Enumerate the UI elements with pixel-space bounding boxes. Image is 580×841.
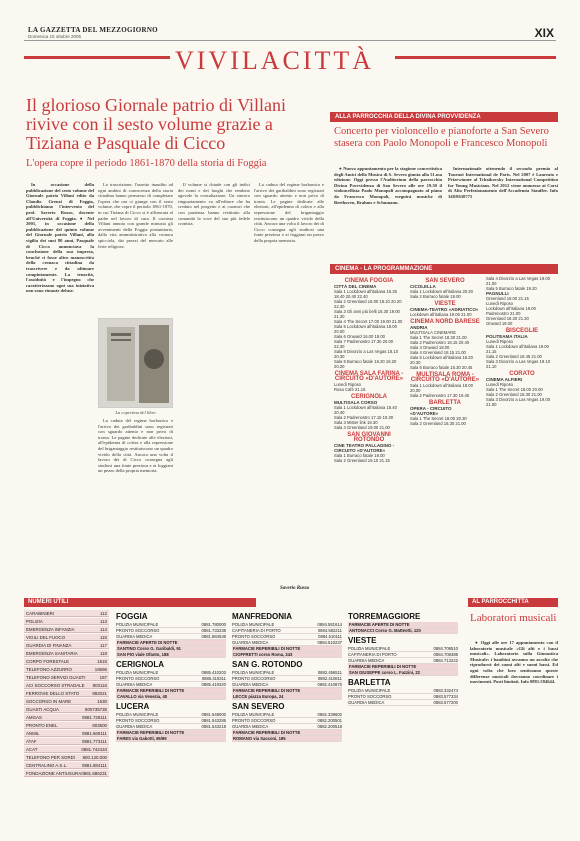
- city-line-label: CAPITANERIA DI PORTO: [232, 628, 281, 633]
- numeri-utili-label: ATAF: [26, 739, 37, 744]
- city-line-number: 0884.581614: [317, 622, 342, 627]
- city-line: [116, 694, 226, 700]
- numeri-utili-row: [24, 650, 109, 657]
- cinema-venue-sub: CINEMA ALFIERI: [486, 377, 523, 382]
- city-line-label: PRONTO SOCCORSO: [232, 718, 276, 723]
- city-line-number: 0881.780000: [201, 622, 226, 627]
- cinema-showtime: Sala 9 Burraco fatale 16.20 18.20 20.20: [334, 359, 397, 369]
- city-line-number: 0884.510237: [317, 640, 342, 645]
- numeri-utili-row: [24, 626, 109, 633]
- cinema-showtime: Sala 6 Burraco fatale 18.30 20.45: [410, 365, 473, 370]
- cinema-showtime: Sala 6 Onward 16.00 18.00: [334, 334, 385, 339]
- cinema-venue-title: VIESTE: [434, 301, 456, 307]
- cinema-venue-title: CORATO: [509, 371, 535, 377]
- city-line-label: PRONTO SOCCORSO: [348, 694, 392, 699]
- city-line-label: SANTINO Corso G. Garibaldi, 91: [117, 646, 181, 651]
- cinema-venue-sub: OPERA - CIRCUITO «D'AUTORE»: [410, 406, 452, 416]
- numeri-utili-label: TELEFONO SERVIZI GUASTI: [26, 675, 86, 680]
- city-line-number: 0883.332474: [433, 688, 458, 693]
- numeri-utili-number: 114: [100, 627, 107, 632]
- numeri-utili-label: GUARDIA DI FINANZA: [26, 643, 72, 648]
- numeri-utili-row: [24, 722, 109, 729]
- cinema-showtime: Lockdown all'italiana 19.00 21.00: [410, 312, 472, 317]
- city-line-number: 0883.577200: [433, 700, 458, 705]
- numeri-utili-number: 19696: [94, 667, 107, 672]
- cinema-venue-sub: MULTISALA CORSO: [334, 400, 378, 405]
- cinema-showtime: Sala 2 Greenland 19.10 21.15: [334, 458, 390, 463]
- numeri-utili-label: POLIZIA: [26, 619, 43, 624]
- numeri-utili-row: [24, 642, 109, 649]
- cinema-showtime: Sala 3 Mister link 18.30: [334, 420, 378, 425]
- page-number: XIX: [534, 26, 554, 40]
- city-line-label: PRONTO SOCCORSO: [232, 676, 276, 681]
- city-column-3: [348, 610, 458, 706]
- numeri-utili-row: [24, 730, 109, 737]
- numeri-utili-row: [24, 738, 109, 745]
- numeri-utili-row: [24, 706, 109, 713]
- cinema-bar: CINEMA - LA PROGRAMMAZIONE: [330, 264, 558, 274]
- cinema-showtime: Sala 4 Divorzio a Las Vegas 19.00 21.00: [486, 276, 551, 286]
- city-line-number: 0884.708510: [433, 646, 458, 651]
- city-name: SAN SEVERO: [232, 702, 285, 711]
- city-line-number: 0884.582211: [317, 628, 342, 633]
- numeri-utili-row: [24, 698, 109, 705]
- city-line-label: FARMACIE REPERIBILI DI NOTTE: [349, 664, 417, 669]
- numeri-utili-number: 892021: [92, 691, 107, 696]
- city-name: FOGGIA: [116, 612, 148, 621]
- numeri-utili-label: CARABINIERI: [26, 611, 55, 616]
- numeri-utili-label: GUASTI ACQUA: [26, 707, 59, 712]
- cinema-venue-title: CINEMA FOGGIA: [344, 278, 394, 284]
- numeri-utili-number: 112: [100, 611, 107, 616]
- numeri-utili-row: [24, 746, 109, 753]
- city-line-label: GUARDIA MEDICA: [232, 640, 269, 645]
- cinema-showtime: Sala 3 Gli anni più belli 16.30 19.00 21.30: [334, 309, 400, 319]
- city-name: BARLETTA: [348, 678, 391, 687]
- cinema-showtime: Lunedì Riposo: [486, 382, 514, 387]
- numeri-utili-number: 113: [100, 619, 107, 624]
- cinema-venue-title: BISCEGLIE: [505, 328, 539, 334]
- cinema-showtime: Sala 2 Greenland 16.00 18.10 20.20 22.30: [334, 299, 402, 309]
- numeri-utili-number: 118: [100, 651, 107, 656]
- numeri-utili-label: ACI SOCCORSO STRADALE: [26, 683, 85, 688]
- cinema-column-1: [334, 276, 404, 592]
- city-name: MANFREDONIA: [232, 612, 292, 621]
- cinema-showtime: Sala 8 Divorzio a Las Vegas 18.10 20.30: [334, 349, 399, 359]
- city-line-number: 0881.884538: [201, 634, 226, 639]
- city-line-label: CIOFFRETTI corso Roma, 243: [233, 652, 293, 657]
- city-line-label: POLIZIA MUNICIPALE: [116, 712, 159, 717]
- cinema-showtime: Sala 3 Onward 18.00: [410, 345, 450, 350]
- section-line-left: [24, 56, 170, 59]
- masthead-date: Domenica 15 ottobre 2006: [28, 34, 82, 39]
- numeri-utili-number: 115: [100, 635, 107, 640]
- city-line-label: CAVALLO via Venezia, 40: [117, 694, 168, 699]
- cinema-showtime: Sala 2 Greenland 18.30 21.00: [486, 392, 542, 397]
- author-signature: Saverio Russo: [280, 586, 310, 591]
- laboratori-title: Laboratori musicali: [470, 612, 557, 624]
- numeri-utili-number: 803500: [92, 723, 107, 728]
- city-line-label: PRONTO SOCCORSO: [232, 634, 276, 639]
- cinema-showtime: Sala 3 Divorzio a Las Vegas 19.00 21.00: [486, 397, 551, 407]
- city-line-label: ROMANO via Sacconi, 195: [233, 736, 286, 741]
- cinema-showtime: Lunedì Riposo: [334, 382, 362, 387]
- numeri-utili-number: 187: [99, 675, 107, 680]
- numeri-utili-number: 800.120.000: [82, 755, 107, 760]
- city-line: [348, 700, 458, 706]
- city-line: [116, 736, 226, 742]
- numeri-utili-label: FERROVIE DELLO STATO: [26, 691, 80, 696]
- city-line-label: POLIZIA MUNICIPALE: [232, 622, 275, 627]
- city-line-number: 0881.543218: [201, 724, 226, 729]
- cinema-showtime: Sala 1 The Secret 18.30 21.00: [410, 335, 467, 340]
- city-line: [232, 652, 342, 658]
- cinema-showtime: Sala 2 Greenland 18.30 21.00: [410, 421, 466, 426]
- cinema-showtime: Sala 4 Greenland 18.15 21.00: [410, 350, 466, 355]
- numeri-utili-label: EMERGENZA INFANZIA: [26, 627, 75, 632]
- main-column-3: Il volume si chiude con gli indici dei nomi e dei luoghi che rendono agevole la consultazione. Un sincero ringraziamento va all'editore che ha creduto nel progetto e ai curatori che con pazienza hanno restituito alla comunità la voce del suo più fedele cronista.: [178, 182, 250, 227]
- city-line-label: POLIZIA MUNICIPALE: [116, 670, 159, 675]
- city-line-label: FARMACIE APERTE DI NOTTE: [349, 622, 410, 627]
- numeri-utili-label: ACAT: [26, 747, 38, 752]
- numeri-utili-label: PRONTO ENEL: [26, 723, 58, 728]
- city-name: VIESTE: [348, 636, 377, 645]
- cinema-showtime: Sala 2 Greenland 18.45 21.00: [486, 354, 542, 359]
- cinema-showtime: Padrenostro 21.00: [486, 311, 521, 316]
- cinema-showtime: Sala 5 Lockdown all'italiana 18.20 20.30: [410, 355, 473, 365]
- numeri-utili-row: [24, 754, 109, 761]
- city-line-label: FARMACIE REPERIBILI DI NOTTE: [117, 688, 185, 693]
- city-name: CERIGNOLA: [116, 660, 164, 669]
- numeri-utili-row: [24, 634, 109, 641]
- right-article-col1: ● Nuovo appuntamento per la stagione concertistica degli Amici della Musica di S. Severo giunta alla 51.ma edizione. Oggi presso l'Auditorium della parrocchia Divina Provvidenza di San Severo alle ore 19.30 il violoncellista Paolo Monopoli accompagnato al piano da Francesco Monopoli, eseguirà musiche di Beethoven, Brahms e Schumann.: [334, 166, 442, 205]
- cinema-showtime: Lunedì Riposo: [486, 339, 514, 344]
- cinema-showtime: Sala 4 Greenland 19.00 21.00: [334, 425, 390, 430]
- cinema-venue-sub: CICOLELLA: [410, 284, 436, 289]
- city-line-label: SAN GIUSEPPE corso L. Fazzini, 22: [349, 670, 420, 675]
- numeri-utili-table: [24, 610, 109, 778]
- cinema-showtime: Greenland 18.30 21.30: [486, 316, 529, 321]
- cinema-showtime: Sala 1 The Secret 18.00 20.00: [486, 387, 543, 392]
- main-column-2: La trascrizione, l'assetto inaudito ad ogni ambito di conoscenza della storia cittadina hanno permesso di completare l'opera che ora ci giunge con il sesto volume, che copre il periodo 1861-1870, in cui Tiziana di Cicco si è affiancata al padre nel lavoro di cura. Il cronista Villani annota con grande minuzia gli avvenimenti della Foggia postunitaria, dalla vita amministrativa alla cronaca spicciola, dai prezzi del mercato alle feste religiose.: [98, 182, 173, 249]
- city-line-label: POLIZIA MUNICIPALE: [348, 688, 391, 693]
- city-line: [348, 670, 458, 676]
- city-line: [232, 736, 342, 742]
- numeri-utili-number: 117: [100, 643, 107, 648]
- city-line-label: CAPITANERIA DI PORTO: [348, 652, 397, 657]
- numeri-utili-label: VIGILI DEL FUOCO: [26, 635, 66, 640]
- cinema-showtime: MULTISALA CINEMARE: [410, 330, 456, 335]
- cinema-showtime: Sala 3 Divorzio a Las Vegas 19.10 21.10: [486, 359, 551, 369]
- city-line-number: 0885.419311: [201, 676, 226, 681]
- numeri-utili-row: [24, 690, 109, 697]
- city-line-number: 0884.713222: [433, 658, 458, 663]
- section-title: VIVILACITTÀ: [175, 46, 375, 75]
- cinema-venue-sub: CINE TEATRO PALLADINO - CIRCUITO «D'AUTORE»: [334, 443, 395, 453]
- numeri-utili-bar: NUMERI UTILI: [24, 598, 256, 607]
- city-line-number: 0882.456511: [317, 670, 342, 675]
- numeri-utili-row: [24, 666, 109, 673]
- numeri-utili-label: CENTRALINO A.S.L.: [26, 763, 68, 768]
- right-article-col2: Internazionale ottenendo il secondo premio al Tournoi International de Paris. Nel 2007 è Laureato e Prizewinner al Tchaikovsky International Competition for Young Musicians. Nel 2012 viene ammesso ai Corsi di Alto Perfezionamento dell'Accademia Stauffer. Info 348/8638775: [448, 166, 558, 199]
- numeri-utili-row: [24, 658, 109, 665]
- cinema-venue-sub: POLITEAMA ITALIA: [486, 334, 528, 339]
- cinema-venue-sub: CITTÀ DEL CINEMA: [334, 284, 377, 289]
- laboratori-bar: AL PARROCCHITTA: [468, 598, 558, 607]
- cinema-showtime: Lockdown all'italiana 19.00: [486, 306, 536, 311]
- city-line-label: PRONTO SOCCORSO: [116, 628, 160, 633]
- main-deck: L'opera copre il periodo 1861-1870 della storia di Foggia: [26, 158, 267, 169]
- city-line-label: PRONTO SOCCORSO: [116, 676, 160, 681]
- cinema-venue-sub: PAGNULLI: [486, 291, 509, 296]
- header-rule: [24, 40, 556, 41]
- city-name: LUCERA: [116, 702, 150, 711]
- cinema-venue-title: CINEMA SALA FARINA - CIRCUITO «D'AUTORE»: [334, 371, 404, 382]
- cinema-showtime: Sala 1 Lockdown all'italiana 18.00 20.00: [410, 383, 473, 393]
- city-line-label: GUARDIA MEDICA: [116, 682, 153, 687]
- cinema-showtime: Rosa Cafè 21.15: [334, 387, 366, 392]
- city-line-label: GUARDIA MEDICA: [116, 634, 153, 639]
- cinema-showtime: Sala 5 Burraco fatale 19.20: [486, 286, 537, 291]
- city-line-number: 0885.419320: [201, 682, 226, 687]
- city-line-label: SAN PIO viale Ofanto, 188: [117, 652, 169, 657]
- city-line-label: FARMACIE REPERIBILI DI NOTTE: [233, 730, 301, 735]
- city-name: TORREMAGGIORE: [348, 612, 421, 621]
- numeri-utili-number: 0881.728111: [82, 715, 107, 720]
- city-line-label: GUARDIA MEDICA: [232, 724, 269, 729]
- city-line-number: 0883.577334: [433, 694, 458, 699]
- city-line-label: GUARDIA MEDICA: [116, 724, 153, 729]
- city-line-number: 0881.548000: [201, 712, 226, 717]
- city-line-label: FARES via Gabotti, 95/99: [117, 736, 167, 741]
- cinema-venue-title: CINEMA NORD BARESE: [410, 319, 480, 325]
- cinema-showtime: Sala 1 Lockdown all'italiana 19.00 21.15: [486, 344, 549, 354]
- cinema-showtime: Sala 1 Burraco fatale 19.00: [334, 453, 385, 458]
- city-line-label: GUARDIA MEDICA: [232, 682, 269, 687]
- section-line-right: [395, 56, 556, 59]
- city-line-label: GUARDIA MEDICA: [348, 700, 385, 705]
- cinema-column-2: [410, 276, 480, 592]
- city-line-number: 0882.339602: [317, 712, 342, 717]
- numeri-utili-row: [24, 618, 109, 625]
- numeri-utili-label: SOCCORSO IN MARE: [26, 699, 72, 704]
- photo-caption: La copertina del libro: [115, 410, 156, 415]
- cinema-venue-title: BARLETTA: [429, 400, 461, 406]
- masthead: LA GAZZETTA DEL MEZZOGIORNO: [28, 26, 158, 34]
- book-cover-photo: [98, 318, 173, 408]
- city-line-label: POLIZIA MUNICIPALE: [116, 622, 159, 627]
- city-line-number: 0882.200518: [317, 724, 342, 729]
- city-line: [232, 694, 342, 700]
- cinema-showtime: Sala 2 Padrenostro 17.30 19.40: [410, 393, 470, 398]
- city-line-number: 0885.410203: [201, 670, 226, 675]
- city-name: SAN G. ROTONDO: [232, 660, 303, 669]
- numeri-utili-number: 0881.773111: [82, 739, 107, 744]
- cinema-venue-title: MULTISALA ROMA - CIRCUITO «D'AUTORE»: [410, 372, 480, 383]
- numeri-utili-label: ANMIL: [26, 731, 40, 736]
- main-column-2b: La caduta del regime borbonico e l'arrivo dei garibaldini sono registrati con sguardo attento e non privo di ironia. Le pagine dedicate alle elezioni, all'epidemia di colera e alla repressione del brigantaggio restituiscono un quadro vivido della città. Ancora una volta il lavoro dei di Cicco consegna agli studiosi una fonte preziosa e ai foggiani un pezzo della propria memoria.: [98, 418, 173, 474]
- numeri-utili-label: TELEFONO AZZURRO: [26, 667, 72, 672]
- city-line-label: FARMACIE REPERIBILI DI NOTTE: [233, 646, 301, 651]
- city-line-label: ANTONACCI Corso G. Matteotti, 120: [349, 628, 421, 633]
- city-line-number: 0881.543285: [201, 718, 226, 723]
- cinema-showtime: Lunedì Riposo: [486, 301, 514, 306]
- cinema-venue-sub: ANDRIA: [410, 325, 428, 330]
- cinema-showtime: Sala 1 Lockdown all'italiana 18.40 20.40: [334, 405, 397, 415]
- city-line-label: LECCE piazza Europa, 24: [233, 694, 284, 699]
- numeri-utili-label: CORPO FORESTALE: [26, 659, 70, 664]
- cinema-showtime: Sala 1 The Secret 18.00 20.30: [410, 416, 467, 421]
- numeri-utili-number: 1515: [97, 659, 107, 664]
- city-line-number: 0882.200501: [317, 718, 342, 723]
- city-line-label: PRONTO SOCCORSO: [116, 718, 160, 723]
- numeri-utili-row: [24, 610, 109, 617]
- main-column-4: La caduta del regime borbonico e l'arrivo dei garibaldini sono registrati con sguardo attento e non privo di ironia. Le pagine dedicate alle elezioni, all'epidemia di colera e alla repressione del brigantaggio restituiscono un quadro vivido della città. Ancora una volta il lavoro dei di Cicco consegna agli studiosi una fonte preziosa e ai foggiani un pezzo della propria memoria.: [254, 182, 324, 243]
- city-line-number: 0881.733238: [201, 628, 226, 633]
- city-line-number: 0884.510111: [318, 634, 342, 639]
- numeri-utili-number: 0881.742434: [81, 747, 107, 752]
- numeri-utili-number: 803116: [92, 683, 107, 688]
- numeri-utili-label: AMGAS: [26, 715, 42, 720]
- city-line: [348, 628, 458, 634]
- cinema-venue-sub: CINEMA-TEATRO «ADRIATICO»: [410, 307, 479, 312]
- numeri-utili-number: 800735735: [85, 707, 107, 712]
- cinema-venue-title: SAN SEVERO: [425, 278, 465, 284]
- numeri-utili-row: [24, 762, 109, 769]
- city-line: [116, 652, 226, 658]
- cinema-showtime: Onward 19.00: [486, 321, 513, 326]
- numeri-utili-number: 0881.686231: [81, 771, 107, 776]
- numeri-utili-row: [24, 682, 109, 689]
- right-article-headline: Concerto per violoncello e pianoforte a San Severo stasera con Paolo Monopoli e Francesco Monopoli: [334, 126, 549, 149]
- city-line-label: POLIZIA MUNICIPALE: [232, 670, 275, 675]
- main-headline: Il glorioso Giornale patrio di Villani rivive con il sesto volume grazie a Tiziana e Pasquale di Cicco: [26, 95, 287, 153]
- numeri-utili-row: [24, 714, 109, 721]
- cinema-showtime: Sala 4 The Secret 17.00 19.00 21.00: [334, 319, 403, 324]
- cinema-column-3: [486, 276, 558, 592]
- city-column-2: [232, 610, 342, 742]
- city-column-1: [116, 610, 226, 742]
- city-line-label: POLIZIA MUNICIPALE: [232, 712, 275, 717]
- city-line-number: 0882.410811: [317, 676, 342, 681]
- numeri-utili-label: EMERGENZA SANITARIA: [26, 651, 78, 656]
- city-line-label: FARMACIE REPERIBILI DI NOTTE: [233, 688, 301, 693]
- city-line-label: GUARDIA MEDICA: [348, 658, 385, 663]
- city-line-number: 0884.708388: [433, 652, 458, 657]
- city-line-number: 0882.410870: [317, 682, 342, 687]
- cinema-showtime: Sala 1 Lockdown all'italiana 16.35 18.40 20.40 22.40: [334, 289, 397, 299]
- cinema-venue-title: SAN GIOVANNI ROTONDO: [347, 432, 391, 443]
- cinema-showtime: Sala 1 Lockdown all'italiana 20.30: [410, 289, 473, 294]
- cinema-showtime: Sala 2 Padrenostro 18.15 20.40: [410, 340, 470, 345]
- city-line-label: POLIZIA MUNICIPALE: [348, 646, 391, 651]
- laboratori-body: ● Oggi alle ore 17 appuntamento con il laboratorio musicale «Gli alti e i bassi musicali». Laboratorio sulla Ginnastica Musicale: i bambini avranno un ascolto che riprodurrà dei suoni alti e suoni bassi. Ed ogni volta che loro sentiranno queste differenze musicali dovranno coordinare i movimenti. Posti limitati. Info 0881.584644.: [470, 640, 558, 685]
- numeri-utili-label: TELEFONO PER SORDI: [26, 755, 76, 760]
- numeri-utili-row: [24, 674, 109, 681]
- numeri-utili-number: 1530: [97, 699, 107, 704]
- numeri-utili-number: 0881.884111: [82, 763, 107, 768]
- numeri-utili-number: 0881.669111: [82, 731, 107, 736]
- cinema-showtime: Sala 5 Lockdown all'italiana 18.00 20.00: [334, 324, 397, 334]
- city-line-label: FARMACIE REPERIBILI DI NOTTE: [117, 730, 185, 735]
- city-line-label: FARMACIE APERTE DI NOTTE: [117, 640, 178, 645]
- cinema-showtime: Sala 7 Padrenostro 17.30 20.00 22.30: [334, 339, 394, 349]
- cinema-showtime: Sala 2 Padrenostro 17.15 19.30: [334, 415, 394, 420]
- main-column-1: In occasione della pubblicazione del sesto volume del Giornale patrio Villani edito da Claudio Grenzi di Foggia, pubblichiamo l'intervento del prof. Saverio Russo, docente all'Università di Foggia. ● Nel 2001, in occasione della pubblicazione del quinto volume del Giornale patrio Villani, alla vigilia dei suoi 80 anni, Pasquale di Cicco annunciava la conclusione della sua impresa, benché ci fosse altro manoscritto della cronaca cittadina da trascrivere e da ultimare compiutamente. La tenacità, l'assiduità e l'impegno che caratterizzano ogni sua iniziativa non sono rimaste deluse.: [26, 182, 94, 294]
- cinema-showtime: Greenland 19.00 21.15: [486, 296, 529, 301]
- cinema-showtime: Sala 2 Burraco fatale 19.00: [410, 294, 461, 299]
- numeri-utili-row: [24, 770, 109, 777]
- right-article-bar: ALLA PARROCCHIA DELLA DIVINA PROVVIDENZA: [330, 112, 558, 122]
- cinema-venue-title: CERIGNOLA: [351, 394, 387, 400]
- numeri-utili-label: FONDAZIONE ANTIUSURA: [26, 771, 82, 776]
